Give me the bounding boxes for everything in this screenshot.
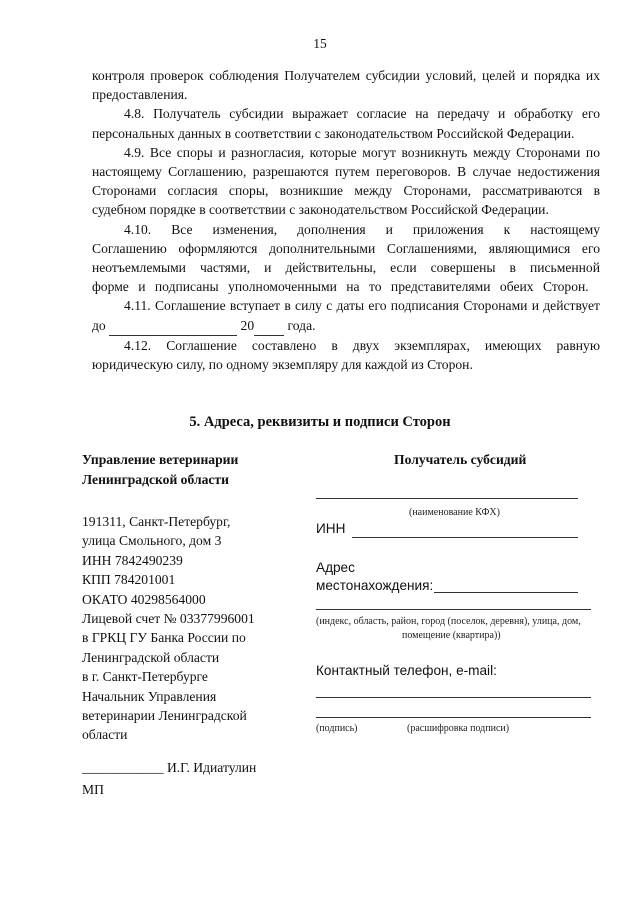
date-blank-field[interactable] xyxy=(109,316,237,336)
paragraph-4-8: 4.8. Получатель субсидии выражает согласие на передачу и обработку его персональных данных в соответствии с законодательством Российской Федерации. xyxy=(92,106,600,141)
detail-line: ветеринарии Ленинградской xyxy=(82,708,247,724)
paragraph-4-11-text: 4.11. Соглашение вступает в силу с даты его подписания Сторонами и действует до xyxy=(92,298,600,333)
left-party-header-2: Ленинградской области xyxy=(82,472,229,487)
inn-label: ИНН xyxy=(316,521,346,536)
detail-line: ИНН 7842490239 xyxy=(82,552,183,568)
inn-field-line[interactable] xyxy=(352,537,578,538)
stamp-label: МП xyxy=(82,782,104,797)
right-party-header: Получатель субсидий xyxy=(394,452,527,467)
address-field-line[interactable] xyxy=(434,592,578,593)
detail-line: улица Смольного, дом 3 xyxy=(82,533,222,549)
paragraph-continuation: контроля проверок соблюдения Получателем субсидии условий, целей и порядка их предоставления. xyxy=(92,68,600,103)
detail-line: в ГРКЦ ГУ Банка России по xyxy=(82,630,246,646)
section-heading: 5. Адреса, реквизиты и подписи Сторон xyxy=(189,414,451,430)
detail-line: ОКАТО 40298564000 xyxy=(82,591,206,607)
paragraph-4-11-end: года. xyxy=(287,317,316,333)
address-field-line-2[interactable] xyxy=(316,609,591,610)
address-caption-1: (индекс, область, район, город (поселок, деревня), улица, дом, xyxy=(316,616,581,627)
paragraph-4-12: 4.12. Соглашение составлено в двух экземплярах, имеющих равную юридическую силу, по одному экземпляру для каждой из Сторон. xyxy=(92,337,600,373)
paragraph-4-9: 4.9. Все споры и разногласия, которые могут возникнуть между Сторонами по настоящему Соглашению, разрешаются путем переговоров. В случае недостижения Сторонами согласия споры, возникшие между Сторонами, рассматриваются в судебном порядке в соответствии с законодательством Российской Федерации. xyxy=(92,144,600,218)
page-number: 15 xyxy=(313,36,327,51)
detail-line: Ленинградской области xyxy=(82,649,220,665)
left-party-block xyxy=(82,450,294,797)
left-signature-line: ____________ И.Г. Идиатулин xyxy=(82,760,257,775)
contact-field-line[interactable] xyxy=(316,697,591,698)
year-blank-field[interactable] xyxy=(254,316,284,336)
paragraph-4-11-year: 20 xyxy=(240,317,255,333)
detail-line: 191311, Санкт-Петербург, xyxy=(82,514,231,529)
left-party-header-1: Управление ветеринарии xyxy=(82,452,239,467)
agreement-body xyxy=(92,66,600,374)
detail-line: Лицевой счет № 03377996001 xyxy=(82,611,255,627)
detail-line: Начальник Управления xyxy=(82,688,217,704)
detail-line: в г. Санкт-Петербурге xyxy=(82,669,208,685)
left-party-details xyxy=(82,512,294,745)
name-caption: (наименование КФХ) xyxy=(409,507,500,518)
address-label-2: местонахождения: xyxy=(316,578,434,593)
decode-caption: (расшифровка подписи) xyxy=(407,723,510,734)
signature-caption: (подпись) xyxy=(316,723,358,734)
address-caption-2: помещение (квартира)) xyxy=(402,630,501,641)
paragraph-4-11 xyxy=(92,296,600,335)
contact-label: Контактный телефон, e-mail: xyxy=(316,663,497,678)
detail-line: КПП 784201001 xyxy=(82,572,176,588)
name-field-line[interactable] xyxy=(316,498,578,499)
detail-line: области xyxy=(82,727,128,743)
signature-field-line[interactable] xyxy=(316,717,591,718)
paragraph-4-10: 4.10. Все изменения, дополнения и приложения к настоящему Соглашению оформляются дополнительными Соглашениями, являющимися его неотъемлемыми частями, и действительны, если совершены в письменной форме и подписаны уполномоченными на то представителями обеих Сторон. xyxy=(92,221,600,295)
address-label: Адрес xyxy=(316,560,355,575)
